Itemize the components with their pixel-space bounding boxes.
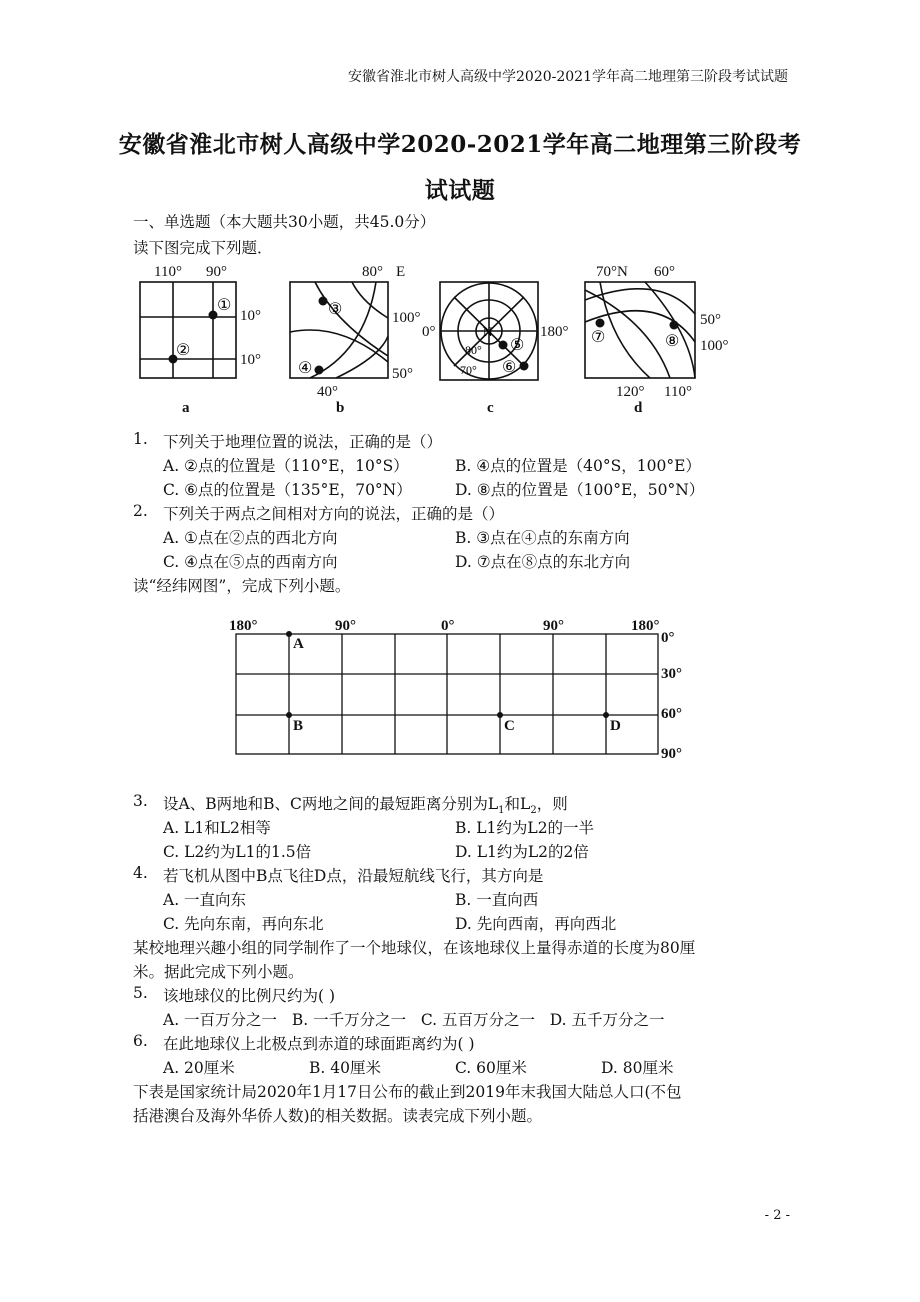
point-4: [315, 366, 324, 375]
point-4-label: ④: [298, 360, 313, 377]
intro-text-4-cont: 括港澳台及海外华侨人数)的相关数据。读表完成下列小题。: [133, 1107, 543, 1125]
q4-number: 4.: [133, 864, 148, 882]
running-header: 安徽省淮北市树人高级中学2020-2021学年高二地理第三阶段考试试题: [348, 69, 788, 85]
fig-b-top-e: E: [396, 264, 406, 280]
q2-option-a[interactable]: A. ①点在②点的西北方向: [163, 529, 338, 547]
point-C: [497, 712, 503, 718]
q5-stem: 该地球仪的比例尺约为( ): [163, 987, 336, 1005]
q2-option-b[interactable]: B. ③点在④点的东南方向: [455, 529, 630, 547]
fig-b-top-label: 80°: [362, 264, 383, 280]
q3-option-b[interactable]: B. L1约为L2的一半: [455, 819, 595, 837]
page-title: 安徽省淮北市树人高级中学2020-2021学年高二地理第三阶段考: [118, 131, 802, 158]
intro-text-3-cont: 米。据此完成下列小题。: [133, 963, 304, 981]
grid-top-label: 180°: [229, 618, 258, 634]
q6-option-b[interactable]: B. 40厘米: [309, 1059, 381, 1077]
q5-number: 5.: [133, 984, 148, 1002]
q1-option-d[interactable]: D. ⑧点的位置是（100°E，50°N）: [455, 481, 705, 499]
fig-d-right-label: 100°: [700, 338, 729, 354]
point-7-label: ⑦: [591, 329, 606, 346]
point-2-label: ②: [176, 342, 191, 359]
fig-a-right-label: 10°: [240, 308, 261, 324]
graticule-figure-set: [130, 262, 750, 422]
intro-text: 读下图完成下列题．: [133, 239, 273, 257]
q2-option-d[interactable]: D. ⑦点在⑧点的东北方向: [455, 553, 631, 571]
fig-d-bottom-label: 120°: [616, 384, 645, 400]
point-D-label: D: [610, 718, 621, 734]
fig-d-bottom-label: 110°: [664, 384, 692, 400]
page-title-cont: 试试题: [424, 177, 496, 204]
fig-b-caption: b: [336, 400, 345, 416]
section-heading: 一、单选题（本大题共30小题，共45.0分）: [133, 213, 436, 231]
point-C-label: C: [504, 718, 515, 734]
q3-option-c[interactable]: C. L2约为L1的1.5倍: [163, 843, 312, 861]
fig-d-right-label: 50°: [700, 312, 721, 328]
q1-option-a[interactable]: A. ②点的位置是（110°E，10°S）: [163, 457, 409, 475]
fig-a-top-label: 90°: [206, 264, 227, 280]
q4-option-b[interactable]: B. 一直向西: [455, 891, 539, 909]
grid-right-label: 30°: [661, 666, 682, 682]
page-number: - 2 -: [764, 1208, 790, 1223]
q4-option-c[interactable]: C. 先向东南，再向东北: [163, 915, 324, 933]
point-1-label: ①: [217, 297, 232, 314]
grid-right-label: 60°: [661, 706, 682, 722]
fig-a-caption: a: [182, 400, 190, 416]
point-A-label: A: [293, 636, 304, 652]
grid-top-label: 0°: [441, 618, 455, 634]
fig-c-right-label: 180°: [540, 324, 569, 340]
latlon-grid-figure: [225, 614, 695, 770]
fig-c-arc-label: 80°: [465, 343, 482, 357]
grid-right-label: 90°: [661, 746, 682, 762]
point-B-label: B: [293, 718, 304, 734]
grid-top-label: 90°: [543, 618, 564, 634]
point-D: [603, 712, 609, 718]
fig-d-top-label: 70°N: [596, 264, 628, 280]
fig-b-right-label: 50°: [392, 366, 413, 382]
grid-top-label: 90°: [335, 618, 356, 634]
q4-stem: 若飞机从图中B点飞往D点，沿最短航线飞行，其方向是: [163, 867, 544, 885]
q6-option-d[interactable]: D. 80厘米: [601, 1059, 674, 1077]
fig-d-caption: d: [634, 400, 643, 416]
fig-d-top-label: 60°: [654, 264, 675, 280]
point-7: [596, 319, 605, 328]
point-6: [520, 362, 529, 371]
point-6-label: ⑥: [502, 359, 517, 376]
point-8-label: ⑧: [665, 333, 680, 350]
fig-c-left-label: 0°: [422, 324, 436, 340]
intro-text-3: 某校地理兴趣小组的同学制作了一个地球仪，在该地球仪上量得赤道的长度为80厘: [133, 939, 696, 957]
q1-stem: 下列关于地理位置的说法，正确的是（）: [163, 433, 443, 451]
fig-a-top-label: 110°: [154, 264, 182, 280]
fig-b-bottom-label: 40°: [317, 384, 338, 400]
point-A: [286, 631, 292, 637]
fig-c-arc-label: 70°: [460, 363, 477, 377]
intro-text-2: 读“经纬网图”，完成下列小题。: [133, 577, 351, 595]
q6-option-c[interactable]: C. 60厘米: [455, 1059, 527, 1077]
q3-stem: 设A、B两地和B、C两地之间的最短距离分别为$L_1$和$L_2$，则: [163, 795, 568, 817]
fig-c-caption: c: [487, 400, 494, 416]
point-8: [670, 321, 679, 330]
q3-option-d[interactable]: D. L1约为L2的2倍: [455, 843, 589, 861]
q1-number: 1.: [133, 430, 148, 448]
q4-option-d[interactable]: D. 先向西南，再向西北: [455, 915, 617, 933]
q1-option-c[interactable]: C. ⑥点的位置是（135°E，70°N）: [163, 481, 412, 499]
q6-option-a[interactable]: A. 20厘米: [163, 1059, 235, 1077]
q2-number: 2.: [133, 502, 148, 520]
q4-option-a[interactable]: A. 一直向东: [163, 891, 247, 909]
north-pole-label: N: [483, 324, 493, 339]
q3-option-a[interactable]: A. L1和L2相等: [163, 819, 271, 837]
q6-number: 6.: [133, 1032, 148, 1050]
point-3-label: ③: [328, 301, 343, 318]
point-B: [286, 712, 292, 718]
point-3: [319, 297, 328, 306]
intro-text-4: 下表是国家统计局2020年1月17日公布的截止到2019年末我国大陆总人口(不包: [133, 1083, 682, 1101]
q1-option-b[interactable]: B. ④点的位置是（40°S，100°E）: [455, 457, 701, 475]
grid-top-label: 180°: [631, 618, 660, 634]
fig-a-right-label: 10°: [240, 352, 261, 368]
grid-right-label: 0°: [661, 630, 675, 646]
q3-number: 3.: [133, 792, 148, 810]
q2-option-c[interactable]: C. ④点在⑤点的西南方向: [163, 553, 338, 571]
q6-stem: 在此地球仪上北极点到赤道的球面距离约为( ): [163, 1035, 475, 1053]
point-5: [499, 341, 508, 350]
point-5-label: ⑤: [510, 337, 525, 354]
fig-b-right-label: 100°: [392, 310, 421, 326]
q5-options[interactable]: A. 一百万分之一 B. 一千万分之一 C. 五百万分之一 D. 五千万分之一: [163, 1011, 665, 1029]
q2-stem: 下列关于两点之间相对方向的说法，正确的是（）: [163, 505, 505, 523]
